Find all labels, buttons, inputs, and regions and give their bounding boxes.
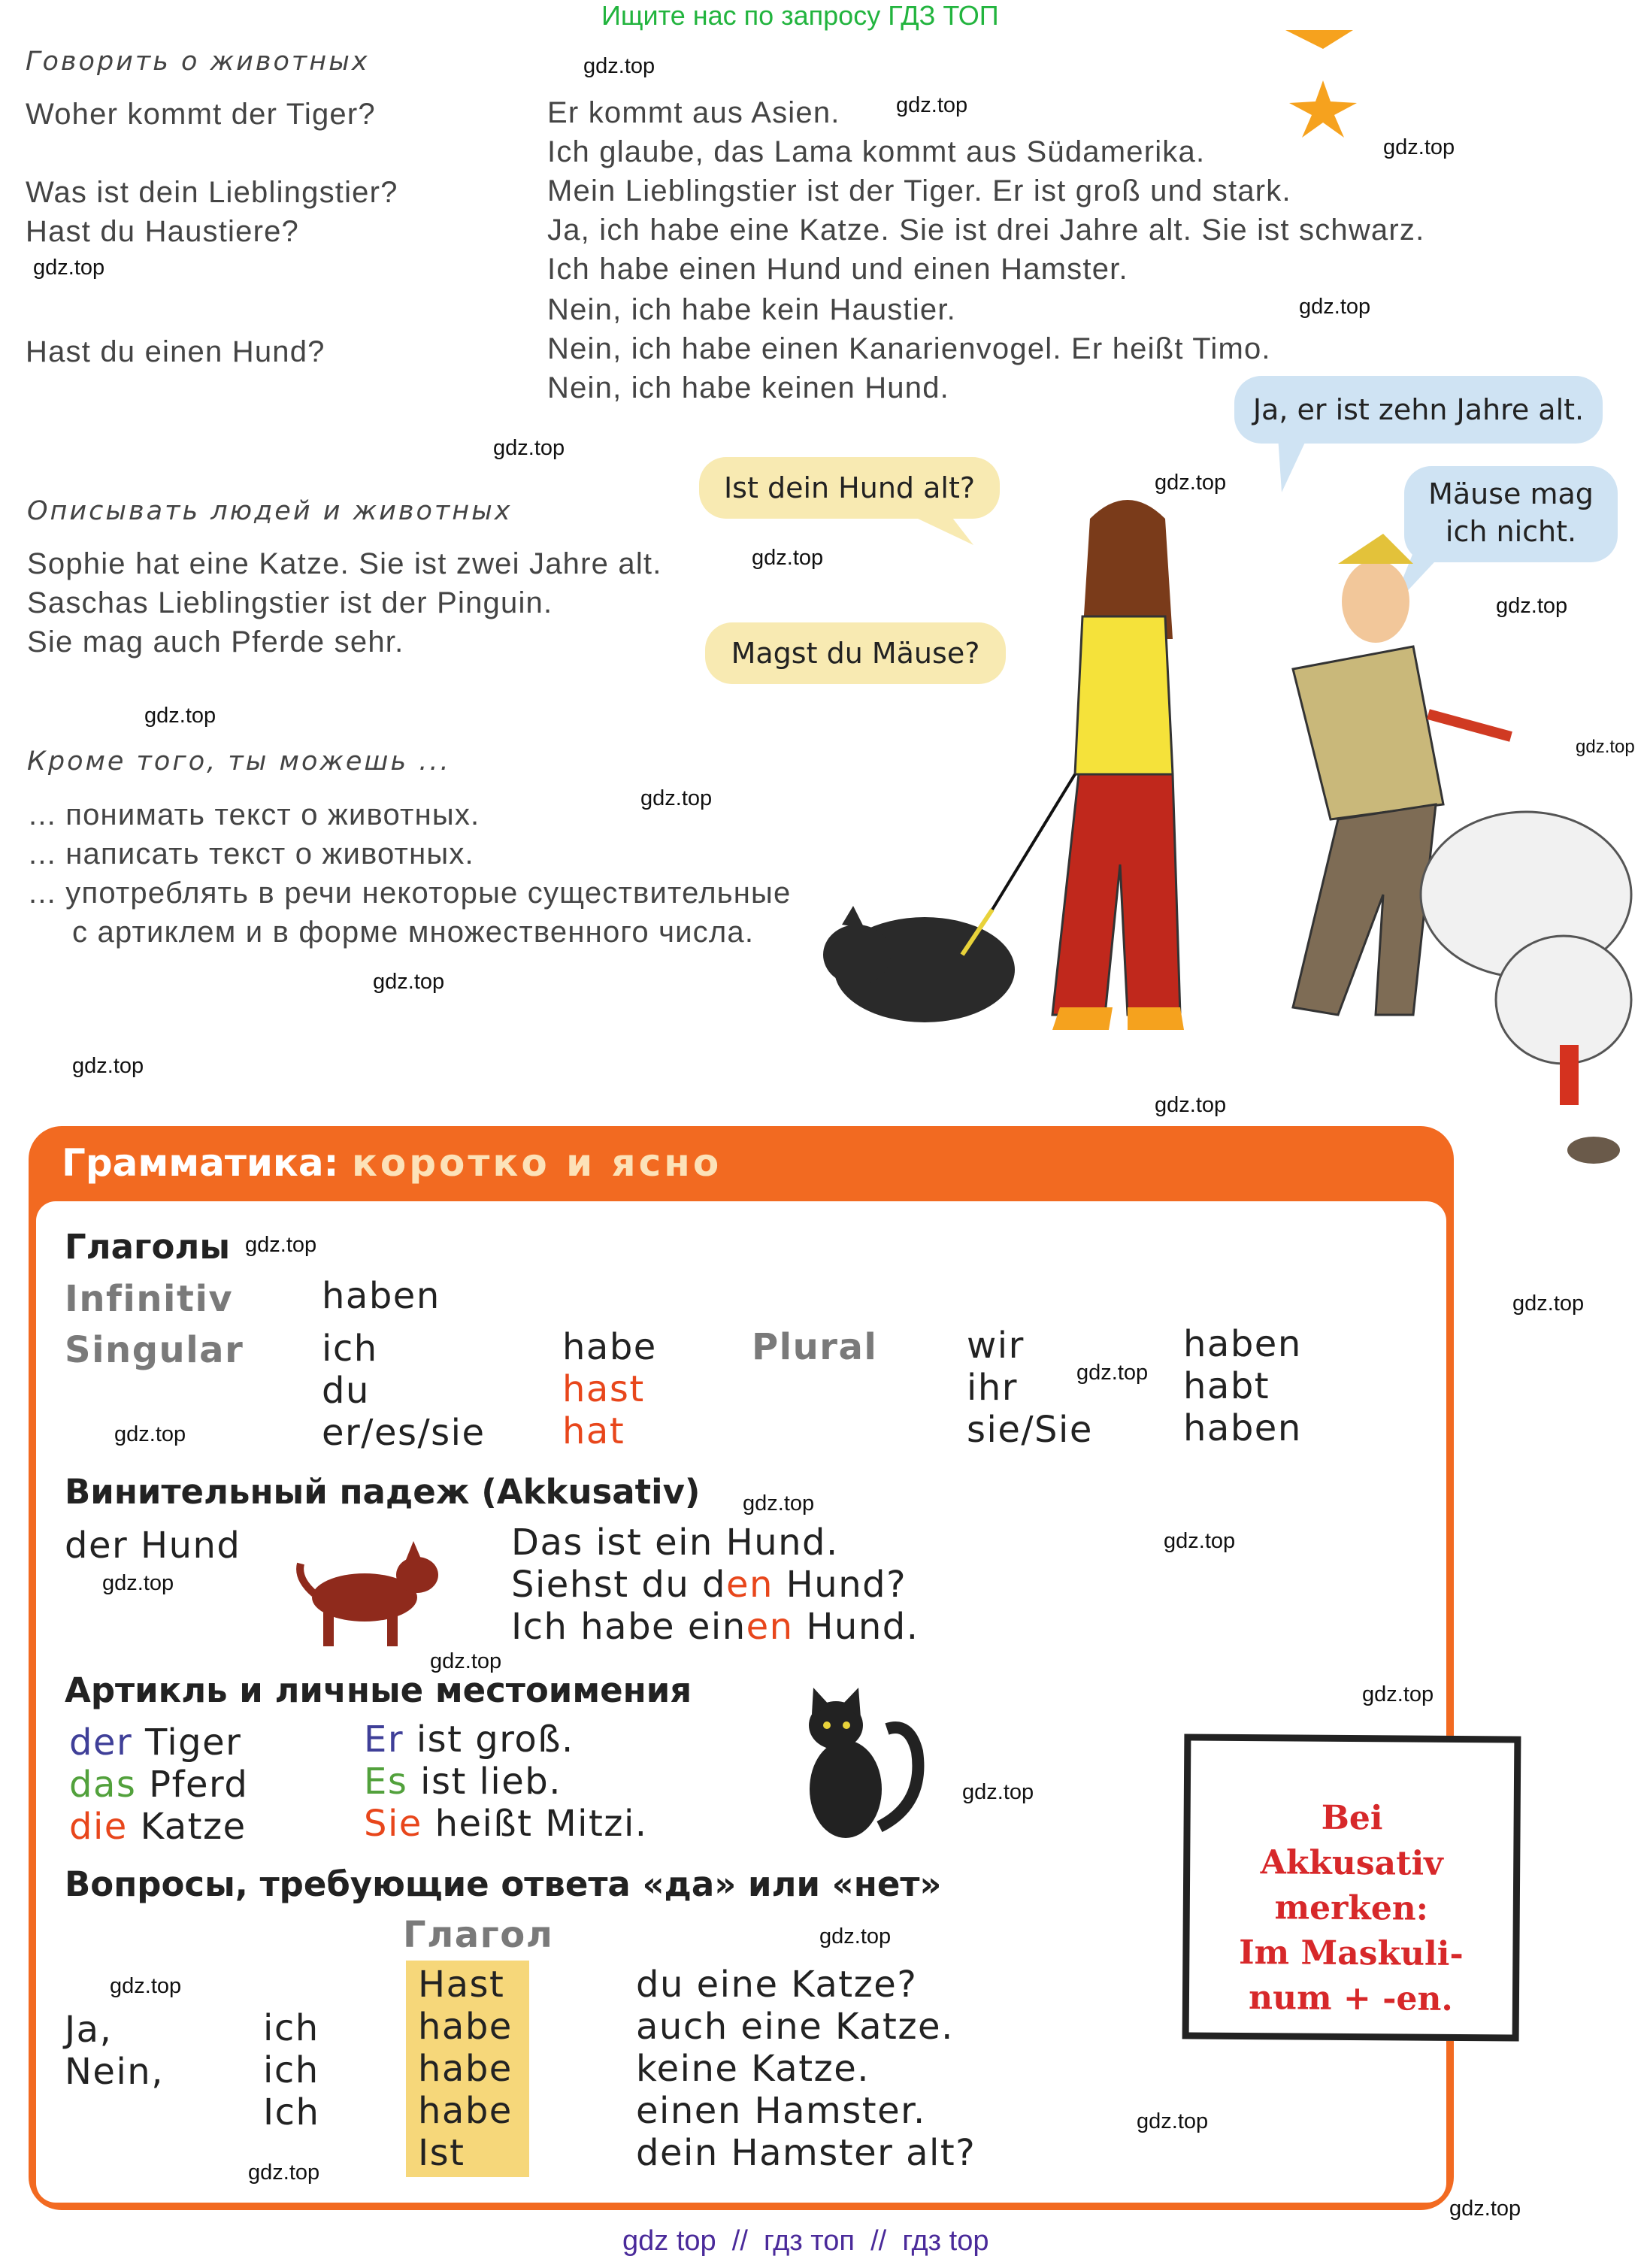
sentence-rest: auch eine Katze.	[636, 2006, 954, 2048]
verb-form: haben	[1183, 1407, 1302, 1449]
watermark: gdz.top	[245, 1233, 317, 1257]
watermark: gdz.top	[962, 1780, 1034, 1804]
bubble-text: Mäuse mag	[1428, 477, 1594, 510]
grammar-title-main: Грамматика:	[62, 1141, 339, 1185]
star-icon	[1285, 79, 1361, 139]
footer-links[interactable]: gdz top // гдз топ // гдз top	[622, 2225, 989, 2257]
black-dog-icon	[823, 906, 1015, 1022]
text-line: ... понимать текст о животных.	[29, 798, 480, 831]
pronoun: ich	[263, 2007, 319, 2049]
top-banner[interactable]: Ищите нас по запросу ГДЗ ТОП	[601, 0, 999, 31]
plural-label: Plural	[752, 1326, 878, 1368]
answer: Mein Lieblingstier ist der Tiger. Er ist groß und stark.	[547, 174, 1291, 207]
watermark: gdz.top	[1164, 1529, 1236, 1553]
akkusativ-example: Siehst du den Hund?	[511, 1564, 907, 1606]
watermark: gdz.top	[1299, 295, 1371, 319]
watermark: gdz.top	[743, 1491, 815, 1516]
question: Was ist dein Lieblingstier?	[26, 176, 398, 209]
bubble-text: Ist dein Hund alt?	[723, 471, 976, 504]
pronoun: ich	[322, 1328, 378, 1370]
answer: Ich glaube, das Lama kommt aus Südamerika.	[547, 135, 1206, 168]
answer-word: Nein,	[65, 2051, 164, 2093]
verb-column-label: Глагол	[403, 1914, 554, 1956]
answer: Nein, ich habe kein Haustier.	[547, 293, 956, 326]
watermark: gdz.top	[1449, 2197, 1521, 2221]
text-line: Sophie hat eine Katze. Sie ist zwei Jahre alt.	[27, 547, 662, 580]
watermark: gdz.top	[1137, 2109, 1209, 2133]
watermark: gdz.top	[1512, 1291, 1585, 1316]
note-line: Akkusativ	[1260, 1843, 1443, 1883]
cat-icon	[789, 1684, 932, 1842]
verb-form: hat	[562, 1410, 625, 1452]
verb-form: habt	[1183, 1365, 1270, 1407]
illustration-girl-boy-dogs	[812, 489, 1647, 1180]
bubble-text: Ja, er ist zehn Jahre alt.	[1252, 393, 1585, 426]
watermark: gdz.top	[493, 436, 565, 460]
verb-form: habe	[418, 2048, 513, 2090]
verbs-heading: Глаголы	[65, 1227, 231, 1267]
bubble-text: Magst du Mäuse?	[731, 637, 980, 670]
watermark: gdz.top	[1362, 1682, 1434, 1706]
text-line: Saschas Lieblingstier ist der Pinguin.	[27, 586, 553, 619]
watermark: gdz.top	[1496, 594, 1568, 618]
sentence-rest: dein Hamster alt?	[636, 2132, 976, 2174]
answer: Ich habe einen Hund und einen Hamster.	[547, 253, 1128, 286]
answer: Nein, ich habe keinen Hund.	[547, 371, 949, 404]
verb-form: Ist	[418, 2132, 465, 2174]
grammar-title-sub: коротко и ясно	[351, 1141, 722, 1185]
articles-heading: Артикль и личные местоимения	[65, 1670, 692, 1710]
question: Hast du einen Hund?	[26, 335, 325, 368]
akkusativ-note	[1182, 1734, 1521, 2041]
akkusativ-example: Das ist ein Hund.	[511, 1522, 839, 1564]
watermark: gdz.top	[144, 704, 216, 728]
mouse-icon	[1567, 1137, 1620, 1164]
watermark: gdz.top	[373, 970, 445, 994]
watermark: gdz.top	[114, 1422, 186, 1446]
pronoun-row: Sie heißt Mitzi.	[364, 1803, 648, 1845]
sentence-rest: einen Hamster.	[636, 2090, 926, 2132]
watermark: gdz.top	[819, 1924, 892, 1949]
verb-form: haben	[1183, 1323, 1302, 1365]
pronoun: wir	[967, 1325, 1025, 1367]
pronoun-row: Er ist groß.	[364, 1718, 574, 1761]
pronoun: er/es/sie	[322, 1412, 486, 1454]
text-line: ... написать текст о животных.	[29, 837, 474, 871]
white-dog-icon	[1421, 812, 1631, 1105]
section-heading: Кроме того, ты можешь ...	[27, 746, 451, 777]
singular-label: Singular	[65, 1329, 244, 1371]
verb-form: habe	[418, 2006, 513, 2048]
watermark: gdz.top	[1576, 737, 1635, 757]
question: Hast du Haustiere?	[26, 215, 300, 248]
infinitiv-label: Infinitiv	[65, 1278, 234, 1320]
pronoun: du	[322, 1370, 370, 1412]
watermark: gdz.top	[640, 786, 713, 810]
verb-form: habe	[418, 2090, 513, 2132]
sentence-rest: du eine Katze?	[636, 1964, 918, 2006]
watermark: gdz.top	[583, 54, 655, 78]
watermark: gdz.top	[1155, 471, 1227, 495]
akkusativ-heading: Винительный падеж (Akkusativ)	[65, 1472, 701, 1512]
pronoun-row: Es ist lieb.	[364, 1761, 562, 1803]
watermark: gdz.top	[1076, 1361, 1149, 1385]
bubble-tail	[1270, 436, 1315, 496]
text-line: Sie mag auch Pferde sehr.	[27, 625, 404, 659]
watermark: gdz.top	[33, 256, 105, 280]
verb-form: hast	[562, 1368, 645, 1410]
watermark: gdz.top	[248, 2161, 320, 2185]
speech-bubble	[1234, 376, 1603, 444]
answer: Nein, ich habe einen Kanarienvogel. Er heißt Timo.	[547, 332, 1271, 365]
bubble-text: ich nicht.	[1445, 515, 1577, 548]
questions-heading: Вопросы, требующие ответа «да» или «нет»	[65, 1864, 942, 1904]
watermark: gdz.top	[102, 1571, 174, 1595]
akkusativ-noun: der Hund	[65, 1525, 241, 1567]
answer: Ja, ich habe eine Katze. Sie ist drei Jahre alt. Sie ist schwarz.	[547, 213, 1425, 247]
akkusativ-example: Ich habe einen Hund.	[511, 1606, 919, 1648]
pronoun: sie/Sie	[967, 1409, 1093, 1451]
infinitiv-value: haben	[322, 1275, 441, 1317]
note-line: num + -en.	[1248, 1979, 1453, 2018]
section-heading: Говорить о животных	[26, 47, 370, 77]
section-heading: Описывать людей и животных	[27, 496, 513, 526]
watermark: gdz.top	[110, 1974, 182, 1998]
pronoun: Ich	[263, 2091, 320, 2133]
star-icon	[1278, 26, 1361, 56]
verb-form: habe	[562, 1326, 657, 1368]
answer: Er kommt aus Asien.	[547, 96, 840, 129]
text-line: ... употреблять в речи некоторые существительные	[29, 877, 792, 910]
sentence-rest: keine Katze.	[636, 2048, 870, 2090]
article-row: der Tiger	[69, 1721, 242, 1764]
pronoun: ich	[263, 2049, 319, 2091]
pronoun: ihr	[967, 1367, 1018, 1409]
note-line: merken:	[1274, 1888, 1429, 1928]
note-line: Bei	[1321, 1798, 1383, 1838]
article-row: die Katze	[69, 1806, 247, 1848]
dog-icon	[293, 1541, 444, 1654]
watermark: gdz.top	[896, 93, 968, 117]
grammar-title	[62, 1141, 722, 1185]
text-line: с артиклем и в форме множественного числа.	[72, 916, 755, 949]
watermark: gdz.top	[1155, 1093, 1227, 1117]
article-row: das Pferd	[69, 1764, 249, 1806]
question: Woher kommt der Tiger?	[26, 98, 376, 131]
watermark: gdz.top	[1383, 135, 1455, 159]
answer-word: Ja,	[65, 2009, 113, 2051]
watermark: gdz.top	[752, 546, 824, 570]
note-line: Im Maskuli-	[1238, 1933, 1464, 1974]
watermark: gdz.top	[72, 1054, 144, 1078]
verb-form: Hast	[418, 1964, 505, 2006]
watermark: gdz.top	[430, 1649, 502, 1673]
